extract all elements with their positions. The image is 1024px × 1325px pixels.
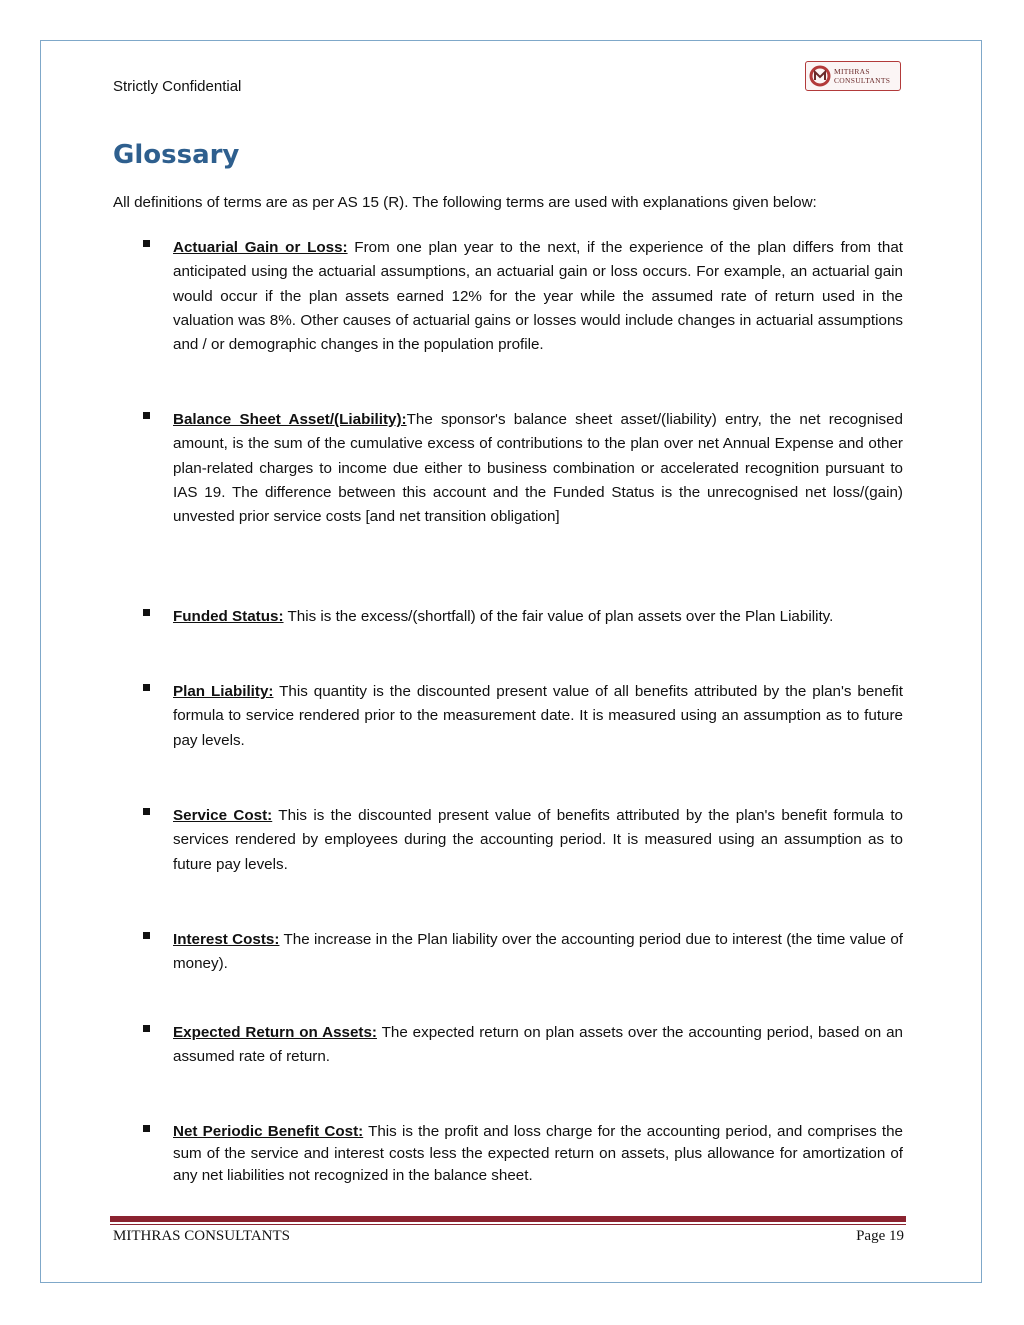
glossary-term: Expected Return on Assets: (173, 1024, 377, 1041)
glossary-term: Actuarial Gain or Loss: (173, 239, 348, 256)
logo-text-line2: CONSULTANTS (834, 76, 891, 85)
bullet-icon (143, 1025, 150, 1032)
glossary-definition: From one plan year to the next, if the experience of the plan differs from that anticipated using the actuarial assumptions, an actuarial gain or loss occurs. For example, an actuarial gain would occur if the plan assets earned 12% for the year while the assumed rate of return used in the valuation was 8%. Other causes of actuarial gains or losses would include changes in actuarial assumptions and / or demographic changes in the population profile. (173, 239, 903, 354)
glossary-item-text (173, 1021, 903, 1070)
glossary-definition: This is the profit and loss charge for the accounting period, and comprises the sum of the service and interest costs less the expected return on assets, plus allowance for amortization of any net liabilities not recognized in the balance sheet. (173, 1123, 903, 1184)
glossary-item-text (173, 408, 903, 529)
bullet-icon (143, 609, 150, 616)
glossary-item-text (173, 1121, 903, 1187)
glossary-item-text (173, 236, 903, 357)
bullet-icon (143, 932, 150, 939)
glossary-item-text (173, 680, 903, 753)
bullet-icon (143, 412, 150, 419)
glossary-definition: The expected return on plan assets over the accounting period, based on an assumed rate of return. (173, 1024, 903, 1066)
glossary-term: Balance Sheet Asset/(Liability): (173, 411, 407, 428)
glossary-definition: The increase in the Plan liability over the accounting period due to interest (the time value of money). (173, 931, 903, 973)
glossary-definition: This is the discounted present value of benefits attributed by the plan's benefit formula to services rendered by employees during the accounting period. It is measured using an assumption as to future pay levels. (173, 807, 903, 873)
glossary-term: Plan Liability: (173, 683, 274, 700)
glossary-definition: The sponsor's balance sheet asset/(liability) entry, the net recognised amount, is the sum of the cumulative excess of contributions to the plan over net Annual Expense and other plan-related charges to income due either to business combination or accelerated recognition pursuant to IAS 19. The difference between this account and the Funded Status is the unrecognised net loss/(gain) unvested prior service costs [and net transition obligation] (173, 411, 903, 526)
page-title: Glossary (113, 140, 240, 170)
glossary-item-text (173, 804, 903, 877)
bullet-icon (143, 240, 150, 247)
glossary-definition: This is the excess/(shortfall) of the fair value of plan assets over the Plan Liability. (283, 608, 834, 625)
footer-company: MITHRAS CONSULTANTS (113, 1228, 291, 1244)
footer-rule-thin (110, 1224, 906, 1225)
bullet-icon (143, 808, 150, 815)
logo-text-line1: MITHRAS (834, 67, 870, 76)
glossary-definition: This quantity is the discounted present value of all benefits attributed by the plan's benefit formula to service rendered prior to the measurement date. It is measured using an assumption as to future pay levels. (173, 683, 904, 749)
bullet-icon (143, 684, 150, 691)
glossary-term: Interest Costs: (173, 931, 280, 948)
confidential-label: Strictly Confidential (113, 78, 242, 95)
intro-paragraph: All definitions of terms are as per AS 15 (R). The following terms are used with explanations given below: (113, 194, 817, 211)
glossary-item-text (173, 928, 903, 977)
glossary-term: Service Cost: (173, 807, 273, 824)
glossary-term: Net Periodic Benefit Cost: (173, 1123, 364, 1140)
glossary-term: Funded Status: (173, 608, 284, 625)
footer-rule (110, 1216, 906, 1222)
glossary-item-text (173, 605, 903, 629)
bullet-icon (143, 1125, 150, 1132)
footer-page-number: Page 19 (856, 1228, 904, 1244)
